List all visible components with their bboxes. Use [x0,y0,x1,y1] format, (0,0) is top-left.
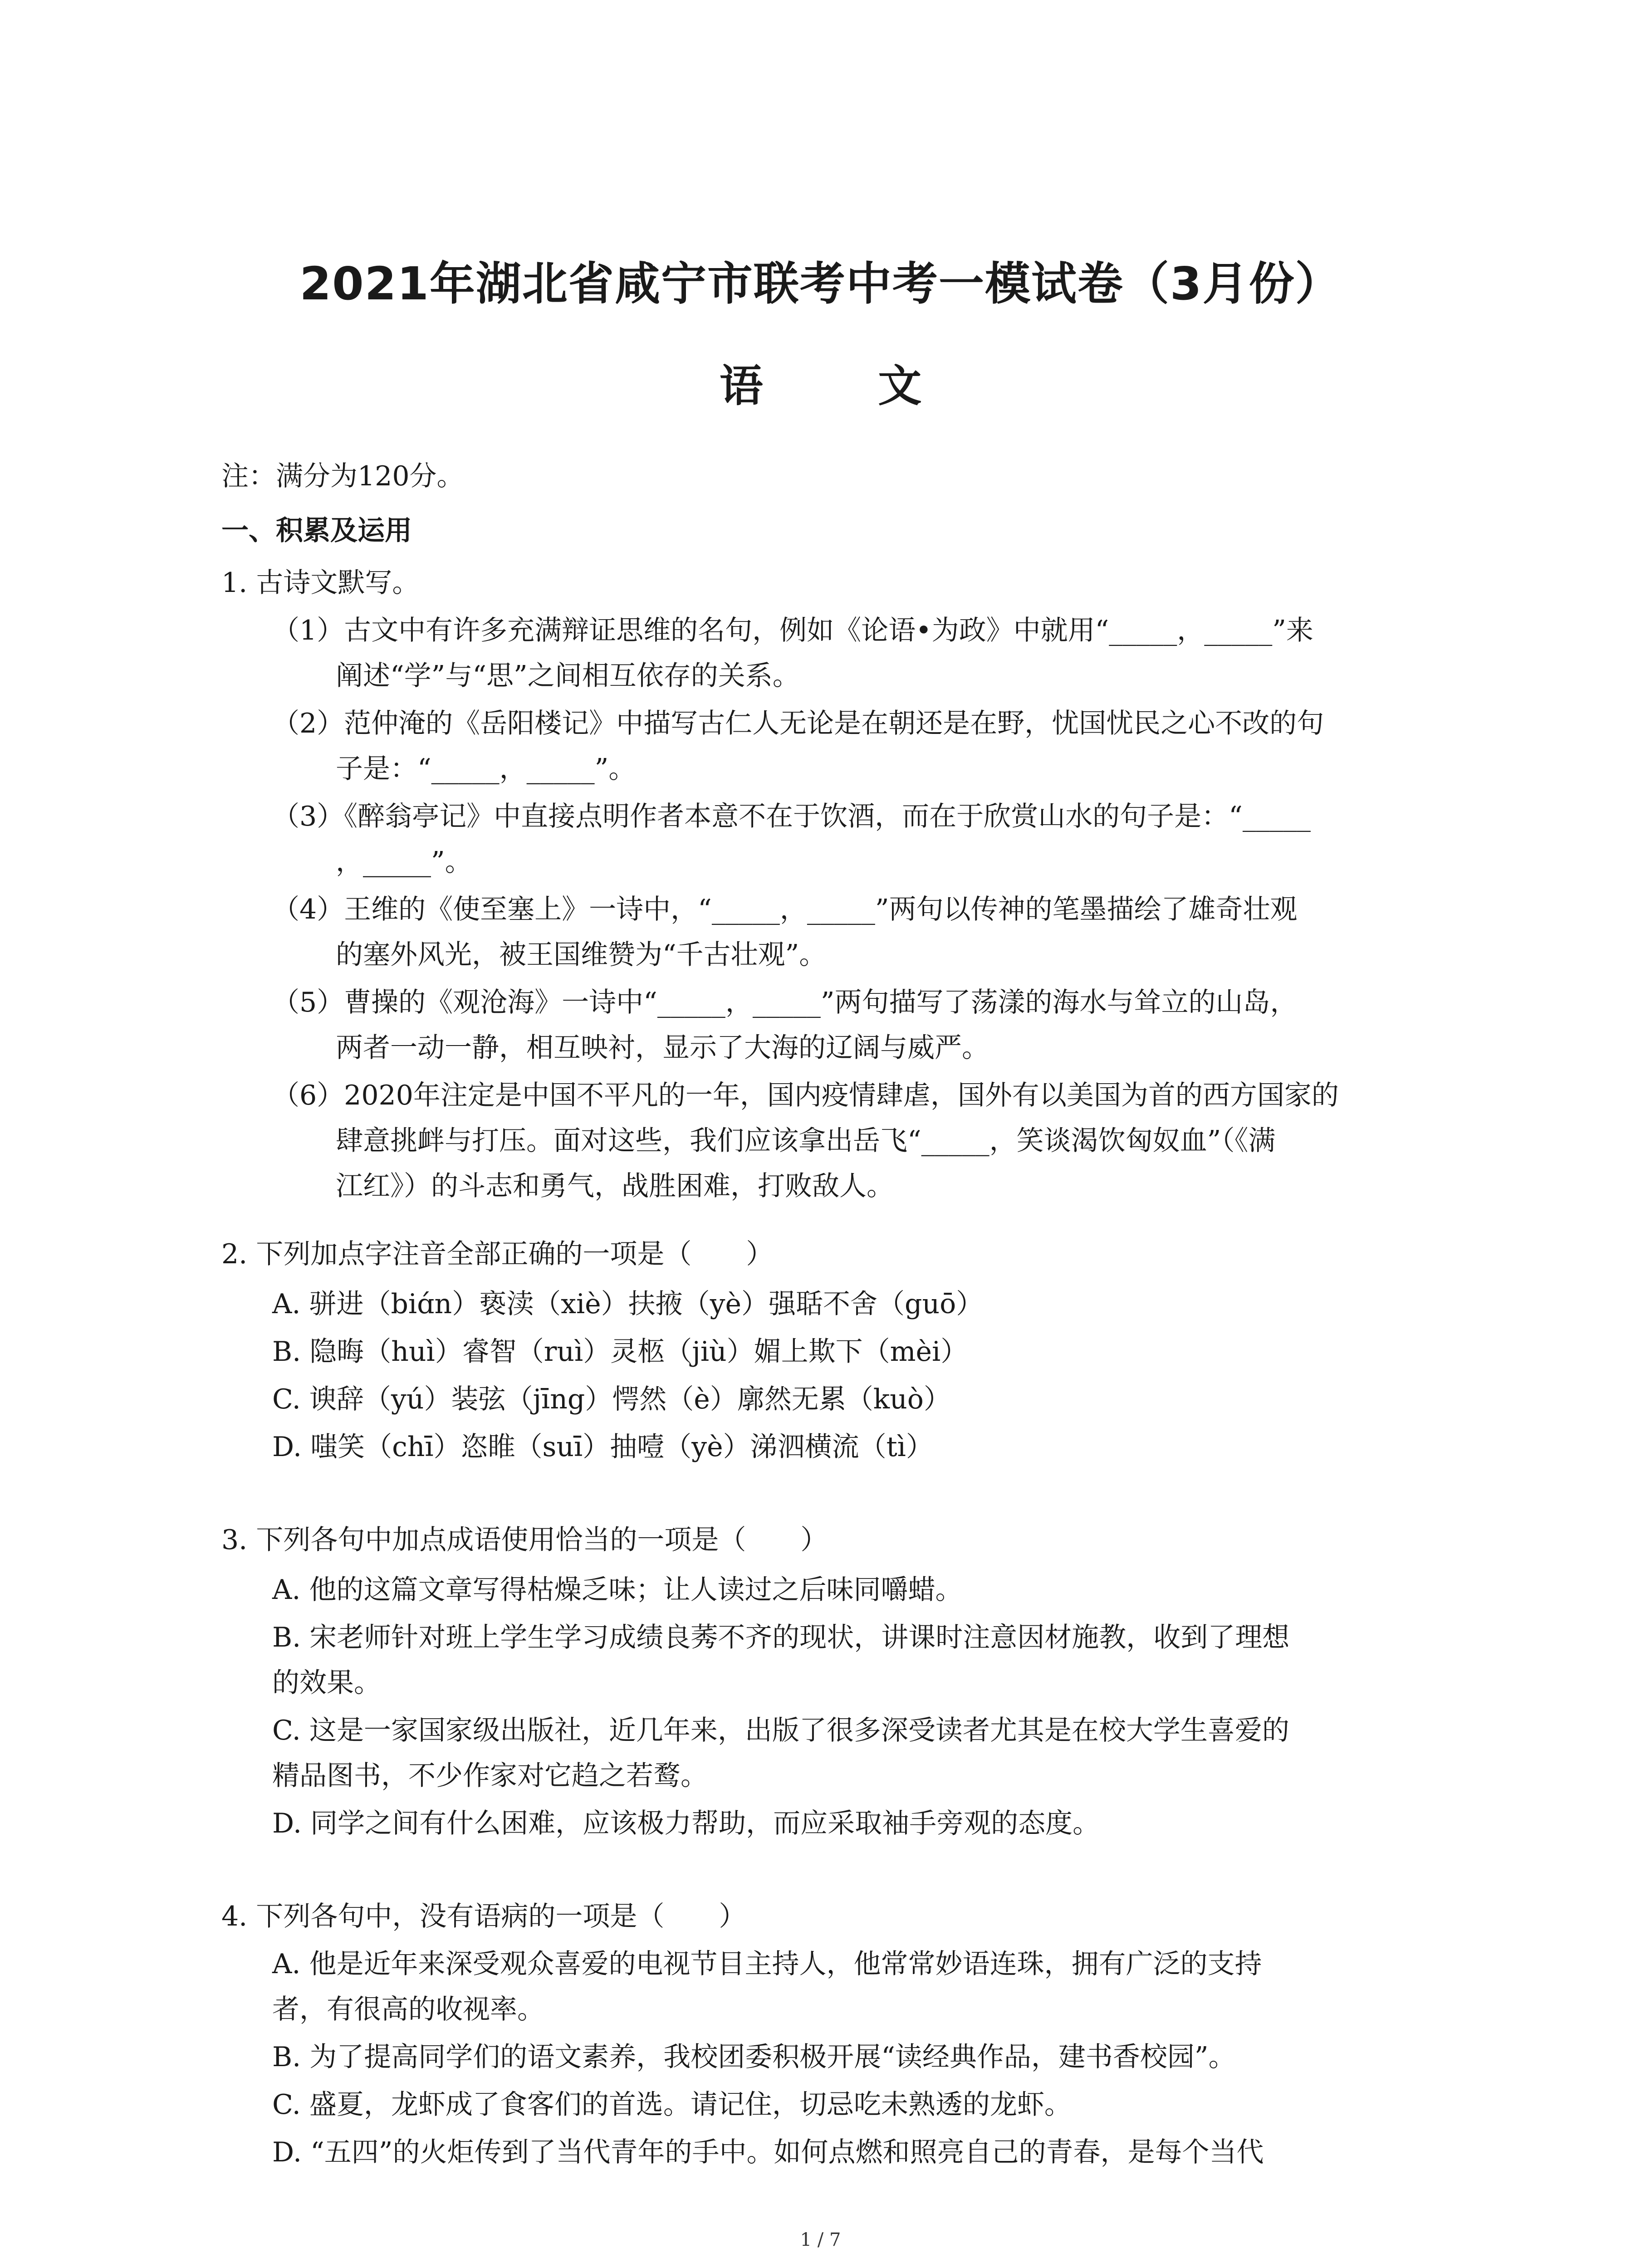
q1-line: （2）范仲淹的《岳阳楼记》中描写古仁人无论是在朝还是在野，忧国忧民之心不改的句 [272,708,1324,739]
q4-option-a-cont: 者，有很高的收视率。 [272,1994,544,2025]
q2-option-a: A. 骈进（biɑ́n）亵渎（xiè）扶掖（yè）强聒不舍（guō） [272,1288,984,1320]
q2-option-c: C. 谀辞（yú）装弦（jīng）愕然（è）廓然无累（kuò） [272,1383,951,1415]
q4-option-b: B. 为了提高同学们的语文素养，我校团委积极开展“读经典作品，建书香校园”。 [272,2041,1236,2073]
q3-option-b: B. 宋老师针对班上学生学习成绩良莠不齐的现状，讲课时注意因材施教，收到了理想 [272,1622,1290,1653]
page-number: 1 / 7 [800,2229,841,2250]
q3-option-c: C. 这是一家国家级出版社，近几年来，出版了很多深受读者尤其是在校大学生喜爱的 [272,1715,1289,1746]
q1-line: （3）《醉翁亭记》中直接点明作者本意不在于饮酒，而在于欣赏山水的句子是：“_____ [272,801,1311,832]
q1-line: （4）王维的《使至塞上》一诗中，“_____，_____”两句以传神的笔墨描绘了雄奇壮观 [272,894,1298,925]
q1-line: ，_____”。 [336,846,472,878]
q1-line: 阐述“学”与“思”之间相互依存的关系。 [336,660,800,692]
q4-option-d: D. “五四”的火炬传到了当代青年的手中。如何点燃和照亮自己的青春，是每个当代 [272,2136,1264,2168]
section-heading: 一、积累及运用 [221,515,412,547]
question-2-stem: 2. 下列加点字注音全部正确的一项是（ ） [221,1238,774,1270]
question-1-stem: 1. 古诗文默写。 [221,567,420,599]
question-3-stem: 3. 下列各句中加点成语使用恰当的一项是（ ） [221,1524,828,1556]
q3-option-a: A. 他的这篇文章写得枯燥乏味；让人读过之后味同嚼蜡。 [272,1574,963,1606]
question-4-stem: 4. 下列各句中，没有语病的一项是（ ） [221,1901,746,1932]
q1-line: （6）2020年注定是中国不平凡的一年，国内疫情肆虐，国外有以美国为首的西方国家的 [272,1080,1339,1111]
q3-option-c-cont: 精品图书，不少作家对它趋之若鹜。 [272,1760,708,1792]
q1-line: 肆意挑衅与打压。面对这些，我们应该拿出岳飞“_____，笑谈渴饮匈奴血”（《满 [336,1125,1276,1157]
q1-line: 的塞外风光，被王国维赞为“千古壮观”。 [336,939,827,971]
q1-line: （5）曹操的《观沧海》一诗中“_____，_____”两句描写了荡漾的海水与耸立的山岛， [272,987,1298,1018]
subject-title: 语 文 [719,361,972,411]
q3-option-b-cont: 的效果。 [272,1667,381,1699]
score-note: 注：满分为120分。 [221,460,464,492]
exam-title: 2021年湖北省咸宁市联考中考一模试卷（3月份） [299,257,1342,310]
q1-line: （1）古文中有许多充满辩证思维的名句，例如《论语•为政》中就用“_____，_____”来 [272,615,1313,646]
q4-option-a: A. 他是近年来深受观众喜爱的电视节目主持人，他常常妙语连珠，拥有广泛的支持 [272,1948,1262,1980]
q2-option-b: B. 隐晦（huì）睿智（ruì）灵柩（jiù）媚上欺下（mèi） [272,1336,968,1368]
q1-line: 江红》）的斗志和勇气，战胜困难，打败敌人。 [336,1170,894,1202]
q1-line: 子是：“_____，_____”。 [336,753,636,785]
q2-option-d: D. 嗤笑（chī）恣睢（suī）抽噎（yè）涕泗横流（tì） [272,1431,933,1463]
q4-option-c: C. 盛夏，龙虾成了食客们的首选。请记住，切忌吃未熟透的龙虾。 [272,2089,1072,2121]
q3-option-d: D. 同学之间有什么困难，应该极力帮助，而应采取袖手旁观的态度。 [272,1808,1100,1839]
q1-line: 两者一动一静，相互映衬，显示了大海的辽阔与威严。 [336,1032,989,1064]
